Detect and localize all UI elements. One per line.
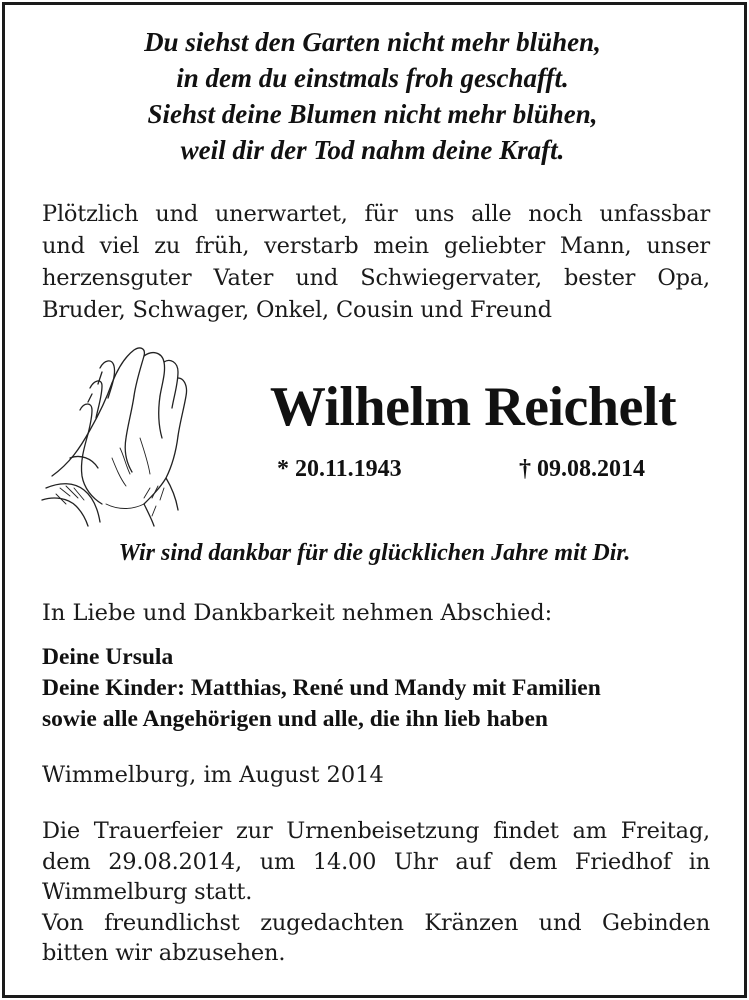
poem-line: Siehst deine Blumen nicht mehr blühen,: [147, 99, 598, 129]
farewell-line: In Liebe und Dankbarkeit nehmen Abschied:: [42, 600, 553, 626]
thanks-line: Wir sind dankbar für die glücklichen Jahre mit Dir.: [118, 540, 631, 566]
intro-line: Plötzlich und unerwartet, für uns alle noch unfassbar: [42, 201, 710, 227]
funeral-notice: [42, 816, 710, 969]
notice-line: bitten wir abzusehen.: [42, 940, 286, 966]
mourner-line: Deine Ursula: [42, 644, 174, 670]
notice-line: Von freundlichst zugedachten Kränzen und Gebinden: [42, 909, 710, 936]
mourner-line: sowie alle Angehörigen und alle, die ihn lieb haben: [42, 706, 548, 732]
intro-line: und viel zu früh, verstarb mein geliebter Mann, unser: [42, 233, 710, 259]
notice-line: dem 29.08.2014, um 14.00 Uhr auf dem Friedhof in: [42, 848, 710, 875]
intro-text: [42, 198, 710, 326]
place-date: Wimmelburg, im August 2014: [42, 762, 384, 788]
birth-date: * 20.11.1943: [277, 456, 402, 482]
death-date: † 09.08.2014: [519, 456, 645, 482]
deceased-name: Wilhelm Reichelt: [269, 376, 677, 438]
notice-line: Wimmelburg statt.: [42, 879, 253, 905]
notice-line: Die Trauerfeier zur Urnenbeisetzung findet am Freitag,: [42, 818, 710, 844]
poem-line: in dem du einstmals froh geschafft.: [176, 63, 569, 93]
praying-hands-icon: [40, 338, 190, 528]
mourner-line: Deine Kinder: Matthias, René und Mandy mit Familien: [42, 675, 601, 701]
intro-line: Bruder, Schwager, Onkel, Cousin und Freund: [42, 297, 552, 323]
mourners-list: [42, 642, 722, 735]
poem-line: Du siehst den Garten nicht mehr blühen,: [144, 27, 601, 57]
poem: [0, 24, 745, 168]
poem-line: weil dir der Tod nahm deine Kraft.: [180, 135, 565, 165]
intro-line: herzensguter Vater und Schwiegervater, bester Opa,: [42, 265, 710, 291]
